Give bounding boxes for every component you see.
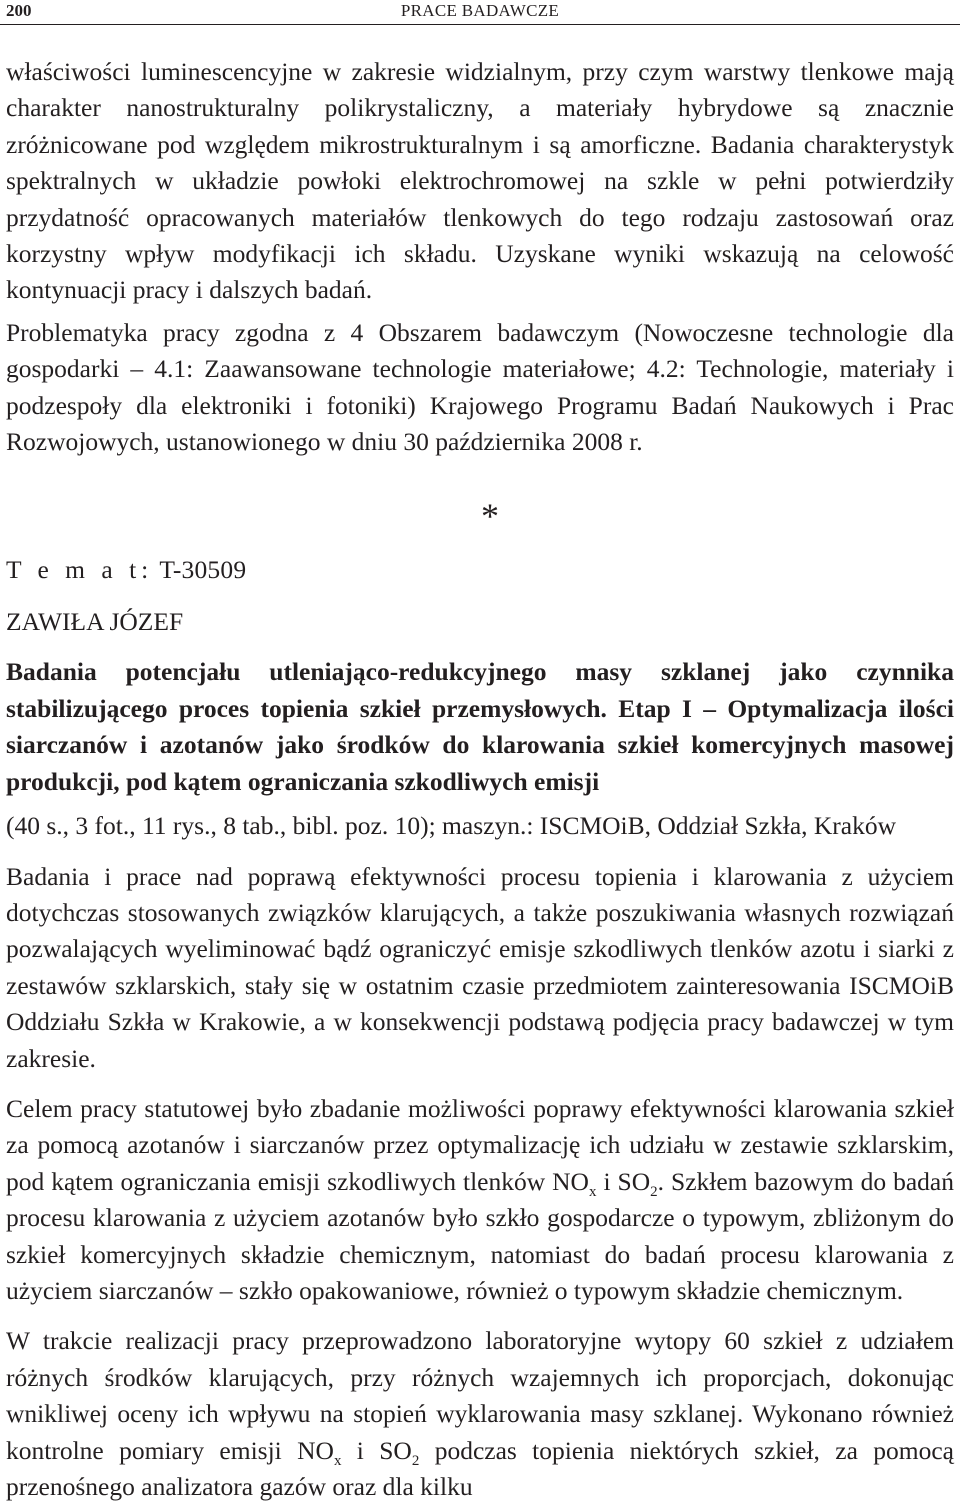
page-header xyxy=(0,0,960,24)
author-name: ZAWIŁA JÓZEF xyxy=(6,607,184,637)
subscript: 2 xyxy=(411,1452,420,1469)
intro-paragraph-1: właściwości luminescencyjne w zakresie widzialnym, przy czym warstwy tlenkowe mają charakter nanostrukturalny polikrystaliczny, a materiały hybrydowe są znacznie zróżnicowane pod względem mikrostrukturalnym i są amorficzne. Badania charakterystyk spektralnych w układzie powłoki elektrochromowej na szkle w pełni potwierdziły przydatność opracowanych materiałów tlenkowych do tego rodzaju zastosowań oraz korzystny wpływ modyfikacji ich składu. Uzyskane wyniki wskazują na celowość kontynuacji pracy i dalszych badań. xyxy=(6,57,954,305)
subscript: x xyxy=(333,1452,342,1469)
paragraph-text: W trakcie realizacji pracy przeprowadzono laboratoryjne wytopy 60 szkieł z udziałem różnych środków klarujących, przy różnych wzajemnych ich proporcjach, dokonując wnikliwej oceny ich wpływu na stopień wyklarowania masy szklanej. Wykonano również kontrolne pomiary emisji NO xyxy=(6,1326,954,1465)
body-paragraph-2 xyxy=(6,1091,954,1309)
paragraph-text: i SO xyxy=(596,1166,651,1196)
subscript: 2 xyxy=(650,1183,658,1200)
body-paragraph-3 xyxy=(6,1323,954,1505)
page-body xyxy=(6,54,954,1505)
header-rule xyxy=(0,24,960,25)
report-title: Badania potencjału utleniająco-redukcyjnego masy szklanej jako czynnika stabilizującego proces topienia szkieł przemysłowych. Etap I – Optymalizacja ilości siarczanów i azotanów jako środków do klarowania szkieł komercyjnych masowej produkcji, pod kątem ograniczania szkodliwych emisji xyxy=(6,657,954,796)
page-number: 200 xyxy=(6,1,32,20)
bibliographic-note: (40 s., 3 fot., 11 rys., 8 tab., bibl. poz. 10); maszyn.: ISCMOiB, Oddział Szkła, Kraków xyxy=(6,811,897,841)
paragraph-text: . Szkłem bazowym do badań procesu klarowania z użyciem azotanów było szkło gospodarcze o typowym, zbliżonym do szkieł komercyjnych składzie chemicznym, natomiast do badań procesu klarowania z użyciem siarczanów – szkło opakowaniowe, również o typowym składzie chemicznym. xyxy=(6,1166,954,1305)
subscript: x xyxy=(588,1183,597,1200)
paragraph-text: podczas topienia niektórych szkieł, za pomocą przenośnego analizatora gazów oraz dla kilku xyxy=(6,1435,955,1501)
intro-paragraph-2: Problematyka pracy zgodna z 4 Obszarem badawczym (Nowoczesne technologie dla gospodarki – 4.1: Zaawansowane technologie materiałowe; 4.2: Technologie, materiały i podzespoły dla elektroniki i fotoniki) Krajowego Programu Badań Naukowych i Prac Rozwojowych, ustanowionego w dniu 30 października 2008 r. xyxy=(6,317,954,457)
paragraph-text: i SO xyxy=(341,1435,412,1465)
paragraph-text: Celem pracy statutowej było zbadanie możliwości poprawy efektywności klarowania szkieł za pomocą azotanów i siarczanów przez optymalizację ich udziału w zestawie szklarskim, pod kątem ograniczania emisji szkodliwych tlenków NO xyxy=(6,1093,954,1196)
running-head: PRACE BADAWCZE xyxy=(400,1,560,20)
topic-line xyxy=(6,552,954,588)
topic-label: T e m a t: xyxy=(6,555,154,585)
section-separator: * xyxy=(481,496,499,537)
topic-code: T-30509 xyxy=(159,555,247,585)
body-paragraph-1: Badania i prace nad poprawą efektywności procesu topienia i klarowania z użyciem dotychczas stosowanych związków klarujących, a także poszukiwania własnych rozwiązań pozwalających wyeliminować bądź ograniczyć emisje szkodliwych tlenków azotu i siarki z zestawów szklarskich, stały się w ostatnim czasie przedmiotem zainteresowania ISCMOiB Oddziału Szkła w Krakowie, a w konsekwencji podstawą podjęcia pracy badawczej w tym zakresie. xyxy=(6,861,954,1073)
